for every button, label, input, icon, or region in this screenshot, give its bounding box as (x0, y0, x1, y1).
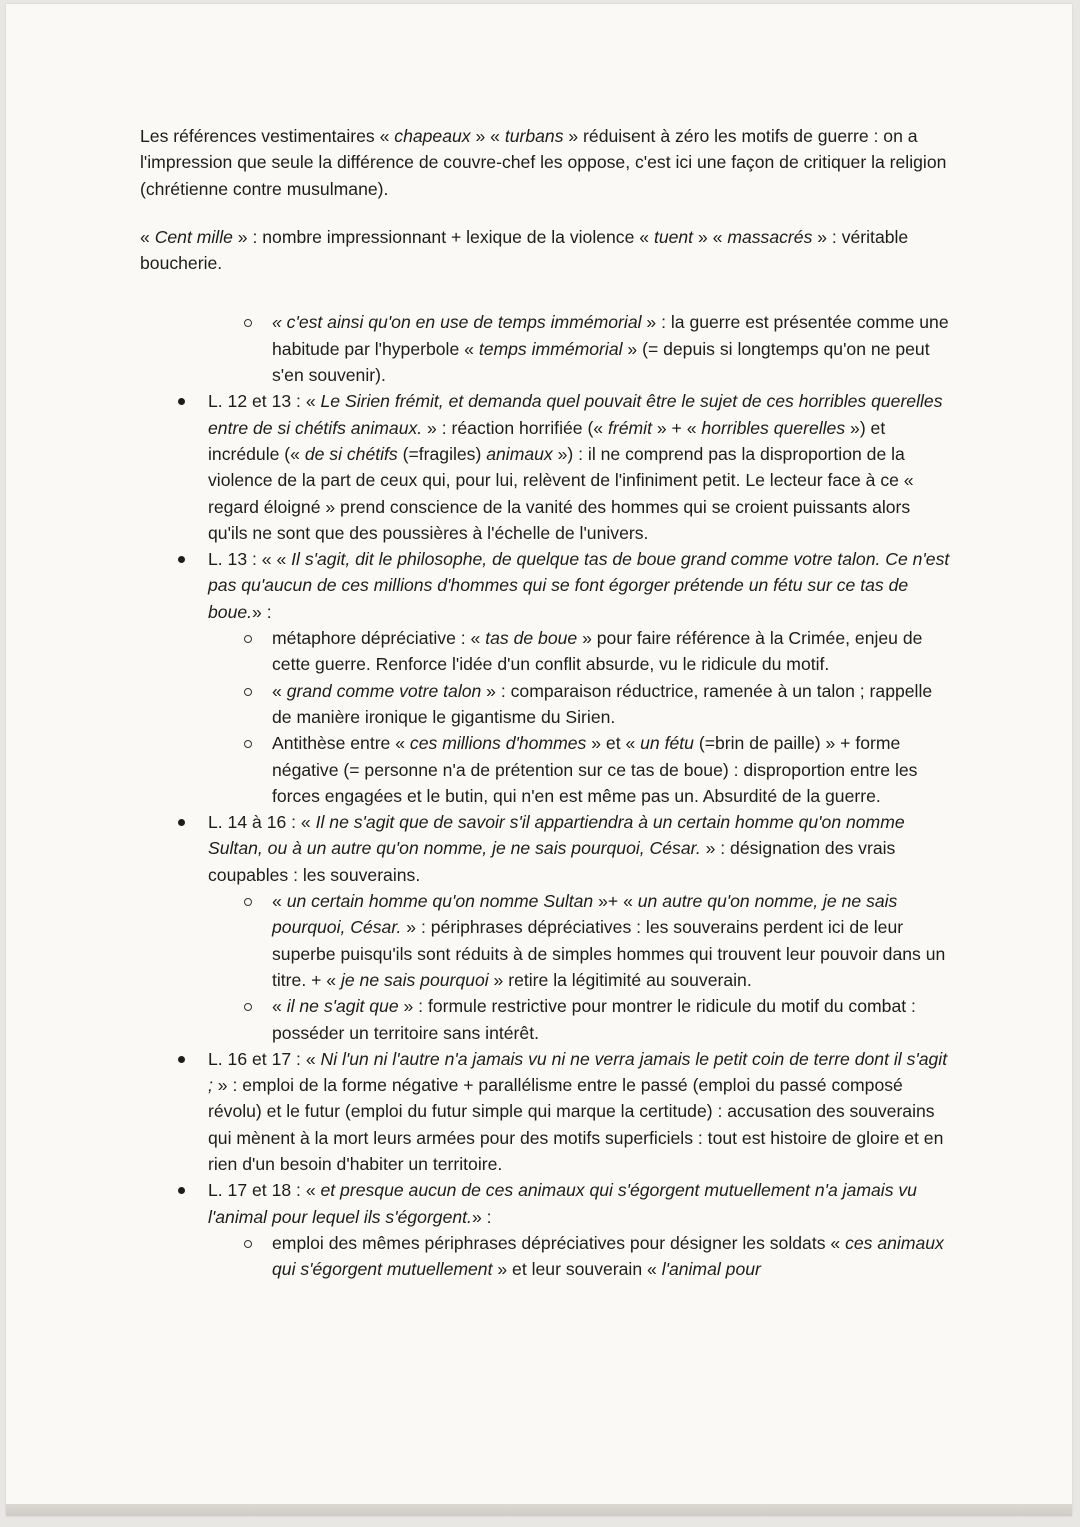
text-run: L. 14 à 16 : « (208, 812, 316, 833)
text-run: » réduisent à zéro les motifs de guerre : on a l'impression que seule la différence de couvre-chef les oppose, c'est ici une façon de critiquer la religion (chrétienne contre musulmane). (140, 126, 947, 199)
text-run: » (= depuis si longtemps qu'on ne peut s'en souvenir). (272, 338, 930, 386)
text-run: emploi des mêmes périphrases dépréciatives pour désigner les soldats « (272, 1232, 846, 1253)
text-run: Les références vestimentaires « (140, 126, 395, 146)
paragraph-clothing-references (140, 123, 952, 202)
sublist-item (272, 309, 952, 388)
text-run: (=brin de paille) » + forme négative (= personne n'a de prétention sur ce tas de boue) : disproportion entre les forces engagées et le butin, qui n'en est même pas un. Absurdité de la guerre. (272, 733, 918, 806)
text-run: L. 16 et 17 : « (208, 1048, 321, 1069)
italic-quote: frémit (607, 417, 652, 438)
sublist-item (272, 888, 952, 993)
top-sublist (140, 309, 952, 388)
italic-quote: tuent (653, 226, 694, 247)
text-run: » : désignation des vrais coupables : les souverains. (208, 838, 896, 885)
text-run: « (140, 226, 155, 247)
italic-quote: animaux (486, 443, 553, 464)
text-run: « (272, 996, 287, 1017)
bullet-text (208, 1177, 952, 1230)
text-run: » « (470, 126, 505, 146)
text-run: » pour faire référence à la Crimée, enjeu de cette guerre. Renforce l'idée d'un conflit absurde, vu le ridicule du motif. (272, 628, 923, 675)
italic-quote: horribles querelles (701, 417, 846, 438)
sublist (208, 888, 952, 1046)
italic-quote: temps immémorial (478, 338, 623, 359)
italic-quote: Il s'agit, dit le philosophe, de quelque tas de boue grand comme votre talon. Ce n'est pas qu'aucun de ces millions d'hommes qui se font égorger prétende un fétu sur ce tas de boue. (208, 549, 950, 622)
text-run: » « (693, 226, 728, 247)
text-run: « (272, 680, 287, 701)
bullet-item-l17-18 (208, 1177, 952, 1282)
italic-quote: chapeaux (394, 126, 471, 146)
bullet-text (208, 1046, 952, 1177)
sublist-item (272, 993, 952, 1046)
text-run: » et leur souverain « (492, 1259, 662, 1280)
text-run: métaphore dépréciative : « (272, 628, 486, 649)
italic-quote: ces animaux qui s'égorgent mutuellement (272, 1232, 944, 1280)
text-run: L. 17 et 18 : « (208, 1180, 321, 1201)
italic-quote: et presque aucun de ces animaux qui s'égorgent mutuellement n'a jamais vu l'animal pour lequel ils s'égorgent. (208, 1180, 917, 1227)
sublist-item (272, 1230, 952, 1283)
text-run: » et « (586, 733, 641, 754)
text-run: L. 13 : « « (208, 549, 292, 570)
bullet-text (208, 546, 952, 625)
text-run: » : (252, 601, 272, 622)
text-run: » : véritable boucherie. (140, 226, 909, 274)
italic-quote: turbans (504, 126, 564, 146)
italic-quote: l'animal pour (661, 1259, 761, 1280)
italic-quote: je ne sais pourquoi (340, 969, 489, 990)
italic-quote: ces millions d'hommes (409, 733, 587, 754)
italic-quote: grand comme votre talon (286, 680, 482, 701)
italic-quote: tas de boue (485, 628, 578, 649)
text-run: » : formule restrictive pour montrer le ridicule du motif du combat : posséder un territoire sans intérêt. (272, 996, 916, 1043)
text-run: L. 12 et 13 : « (208, 391, 321, 412)
text-run: » retire la légitimité au souverain. (488, 969, 752, 990)
bullet-text (208, 388, 952, 546)
text-run: « (272, 891, 287, 912)
sublist-item (272, 678, 952, 731)
sublist-item (272, 730, 952, 809)
italic-quote: un autre qu'on nomme, je ne sais pourquoi, César. (272, 891, 898, 938)
italic-quote: de si chétifs (304, 443, 398, 464)
italic-quote: il ne s'agit que (286, 996, 399, 1017)
bullet-item-l12-13 (208, 388, 952, 546)
text-run: » : (471, 1206, 492, 1227)
text-run: » + « (651, 417, 702, 438)
italic-quote: Le Sirien frémit, et demanda quel pouvait être le sujet de ces horribles querelles entre de si chétifs animaux. (208, 391, 943, 438)
text-run: » : la guerre est présentée comme une habitude par l'hyperbole « (272, 312, 949, 359)
italic-quote: Ni l'un ni l'autre n'a jamais vu ni ne verra jamais le petit coin de terre dont il s'agit ; (208, 1048, 948, 1096)
text-run: » : comparaison réductrice, ramenée à un talon ; rappelle de manière ironique le gigantisme du Sirien. (272, 680, 933, 727)
text-run: » : nombre impressionnant + lexique de la violence « (232, 226, 654, 247)
analysis-bullet-list (140, 388, 952, 1282)
text-run: » : réaction horrifiée (« (422, 417, 608, 438)
page-bottom-edge (6, 1504, 1072, 1516)
text-run: ») et incrédule (« (208, 417, 886, 464)
text-run: »+ « (593, 891, 638, 912)
text-run: Antithèse entre « (272, 733, 410, 754)
sublist (208, 1230, 952, 1283)
text-run: ») : il ne comprend pas la disproportion de la violence de la part de ceux qui, pour lui, relèvent de l'infiniment petit. Le lecteur face à ce « regard éloigné » prend conscience de la vanité des hommes qui se croient puissants alors qu'ils ne sont que des poussières à l'échelle de l'univers. (208, 443, 914, 543)
sublist (208, 625, 952, 809)
bullet-item-l14-16 (208, 809, 952, 1046)
bullet-text (208, 809, 952, 888)
italic-quote: un certain homme qu'on nomme Sultan (286, 891, 594, 912)
text-run: » : périphrases dépréciatives : les souverains perdent ici de leur superbe puisqu'ils sont réduits à de simples hommes qui trouvent leur pouvoir dans un titre. + « (272, 917, 946, 990)
paragraph-cent-mille (140, 224, 952, 277)
italic-quote: Cent mille (154, 226, 233, 247)
italic-quote: massacrés (727, 226, 813, 247)
italic-quote: Il ne s'agit que de savoir s'il appartiendra à un certain homme qu'on nomme Sultan, ou à un autre qu'on nomme, je ne sais pourquoi, César. (208, 812, 905, 859)
paper-sheet (6, 4, 1072, 1516)
bullet-item-l16-17 (208, 1046, 952, 1177)
italic-quote: un fétu (640, 733, 694, 754)
sublist-item (272, 625, 952, 678)
text-run: (=fragiles) (397, 443, 487, 464)
text-run: » : emploi de la forme négative + parallélisme entre le passé (emploi du passé composé révolu) et le futur (emploi du futur simple qui marque la certitude) : accusation des souverains qui mènent à la mort leurs armées pour des motifs superficiels : tout est histoire de gloire et en rien d'un besoin d'habiter un territoire. (208, 1075, 944, 1174)
bullet-item-l13 (208, 546, 952, 809)
document-body (140, 123, 952, 1282)
italic-quote: « c'est ainsi qu'on en use de temps immémorial (272, 312, 642, 333)
